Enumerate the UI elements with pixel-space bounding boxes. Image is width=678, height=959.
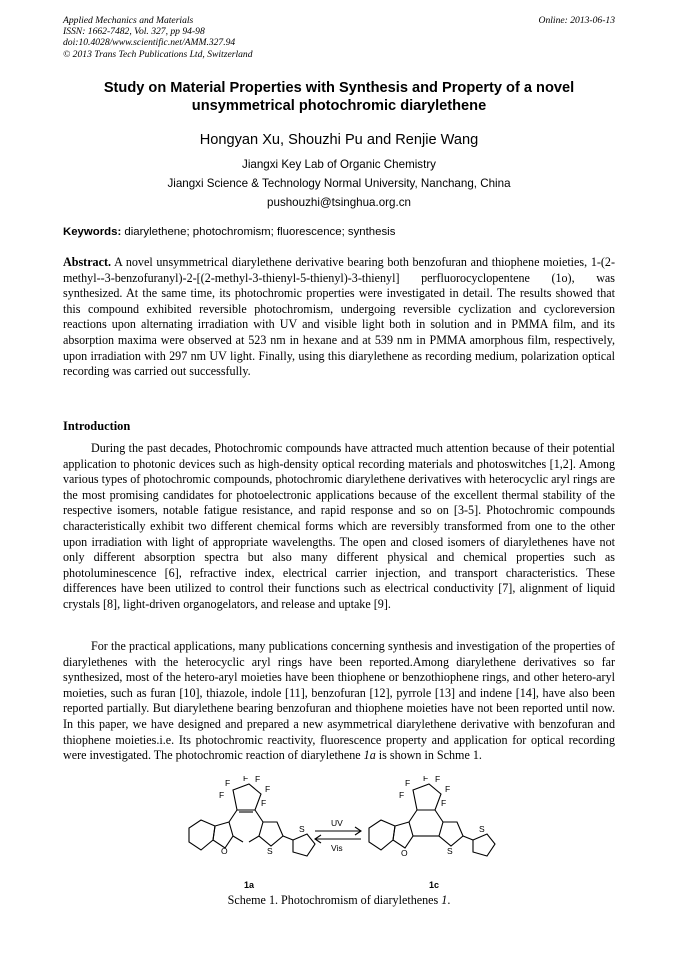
online-date: Online: 2013-06-13 (538, 15, 615, 26)
fluorine-label: F (265, 784, 271, 794)
abstract-label: Abstract. (63, 255, 112, 269)
abstract-paragraph (63, 255, 615, 380)
introduction-paragraph-2 (63, 639, 615, 764)
paper-title: Study on Material Properties with Synthesis and Property of a novel unsymmetrical photochromic diarylethene (103, 80, 575, 114)
doi-line: doi:10.4028/www.scientific.net/AMM.327.94 (63, 37, 236, 49)
thiophene-ring-1a (259, 822, 283, 846)
copyright-line: © 2013 Trans Tech Publications Ltd, Switzerland (63, 48, 253, 60)
paragraph-2-text: For the practical applications, many publications concerning synthesis and investigation of the properties of diarylethenes with the heterocyclic aryl rings have been reported.Among diarylethene derivatives so far synthesized, most of the hetero-aryl moieties have been thiophene or benzothiophene rings, and other hetero-aryl moieties, such as furan [10], thiazole, indole [11], benzofuran [12], pyrrole [13] and indene [14], have also been reported partially. But diarylethene bearing benzofuran and thiophene moieties have not been reported until now. In this paper, we have designed and prepared a new asymmetrical diarylethene derivative with benzofuran and thiophene moieties.i.e. Its photochromic reactivity, fluorescence property and application for optical recording were investigated. The photochromic reaction of diarylethene (63, 639, 615, 763)
introduction-heading: Introduction (63, 419, 131, 433)
author-email: pushouzhi@tsinghua.org.cn (267, 196, 411, 209)
cyclopentene-ring-1a (233, 784, 261, 810)
scheme-caption (63, 893, 615, 908)
vis-label: Vis (331, 843, 343, 853)
fluorine-label: F (423, 776, 429, 783)
furan-ring-1c (393, 822, 413, 848)
keywords-line (63, 226, 615, 238)
keywords-label: Keywords: (63, 226, 122, 238)
furan-ring-1a (213, 822, 233, 848)
benzene-ring-1c (369, 820, 395, 850)
cyclopentene-ring-1c (413, 784, 441, 810)
sulfur-label: S (299, 824, 305, 834)
author-list: Hongyan Xu, Shouzhi Pu and Renjie Wang (199, 132, 479, 148)
compound-1c-label: 1c (429, 880, 440, 890)
paragraph-2-tail: is shown in Schme 1. (375, 748, 482, 763)
uv-label: UV (331, 818, 343, 828)
fluorine-label: F (441, 798, 447, 808)
oxygen-label: O (401, 848, 408, 858)
compound-ref: 1a (363, 748, 376, 763)
fluorine-label: F (435, 776, 441, 784)
keywords-text: diarylethene; photochromism; fluorescence; synthesis (124, 226, 396, 238)
fluorine-label: F (405, 778, 411, 788)
fluorine-label: F (399, 790, 405, 800)
terminal-thiophene-1c (473, 834, 495, 856)
fluorine-label: F (225, 778, 231, 788)
caption-compound: 1 (441, 893, 448, 907)
compound-1a-label: 1a (244, 880, 255, 890)
journal-name: Applied Mechanics and Materials (63, 15, 194, 26)
fluorine-label: F (243, 776, 249, 783)
thiophene-ring-1c (439, 822, 463, 846)
sulfur-label: S (479, 824, 485, 834)
oxygen-label: O (221, 846, 228, 856)
affiliation-lab: Jiangxi Key Lab of Organic Chemistry (242, 158, 436, 171)
journal-header (63, 15, 615, 60)
fluorine-label: F (445, 784, 451, 794)
caption-tail: . (447, 893, 451, 907)
affiliation-block (63, 155, 615, 212)
fluorine-label: F (219, 790, 225, 800)
issn-line: ISSN: 1662-7482, Vol. 327, pp 94-98 (63, 26, 205, 38)
benzene-ring-1a (189, 820, 215, 850)
terminal-thiophene-1a (293, 834, 315, 856)
sulfur-label: S (267, 846, 273, 856)
scheme-1-figure (175, 776, 515, 894)
fluorine-label: F (255, 776, 261, 784)
affiliation-university: Jiangxi Science & Technology Normal University, Nanchang, China (167, 177, 511, 190)
abstract-text: A novel unsymmetrical diarylethene derivative bearing both benzofuran and thiophene moieties, 1-(2-methyl--3-benzofuranyl)-2-[(2-methyl-3-thienyl-5-thienyl)-3-thienyl] perfluorocyclopentene (1o), was synthesized. At the same time, its photochromic properties were investigated in detail. The results showed that this compound exhibited reversible photochromism, undergoing reversible cyclization and cycloreversion reactions upon alternating irradiation with UV and visible light both in solution and in PMMA film, and its absorption maxima were observed at 523 nm in hexane and at 539 nm in PMMA amorphous film, respectively, upon irradiation with 297 nm UV light. Finally, using this diarylethene as recording medium, polarization optical recording was carried out successfully. (63, 255, 616, 379)
caption-text: Scheme 1. Photochromism of diarylethenes (227, 893, 442, 907)
introduction-paragraph-1: During the past decades, Photochromic compounds have attracted much attention because of their potential application to photonic devices such as high-density optical recording materials and photoswitches [1,2]. Among various types of photochromic compounds, photochromic diarylethene derivatives with heterocyclic aryl rings are the most promising candidates for photoelectronic applications because of the excellent thermal stability of the respective isomers, notable fatigue resistance, and rapid response and so on [3-5]. Photochromic compounds characteristically exhibit two different chemical forms which are reversibly transformed from one to the other upon irradiation with light of appropriate wavelengths. The open and closed isomers of diarylethenes have not only different absorption spectra but also many different physical and chemical properties such as photoluminescence [6], refractive index, electrical carrier injection, and transport characteristics. These differences have been utilized to control their functions such as electrical conductivity [7], alignment of liquid crystals [8], light-driven organogelators, and release and uptake [9]. (63, 441, 615, 611)
fluorine-label: F (261, 798, 267, 808)
sulfur-label: S (447, 846, 453, 856)
